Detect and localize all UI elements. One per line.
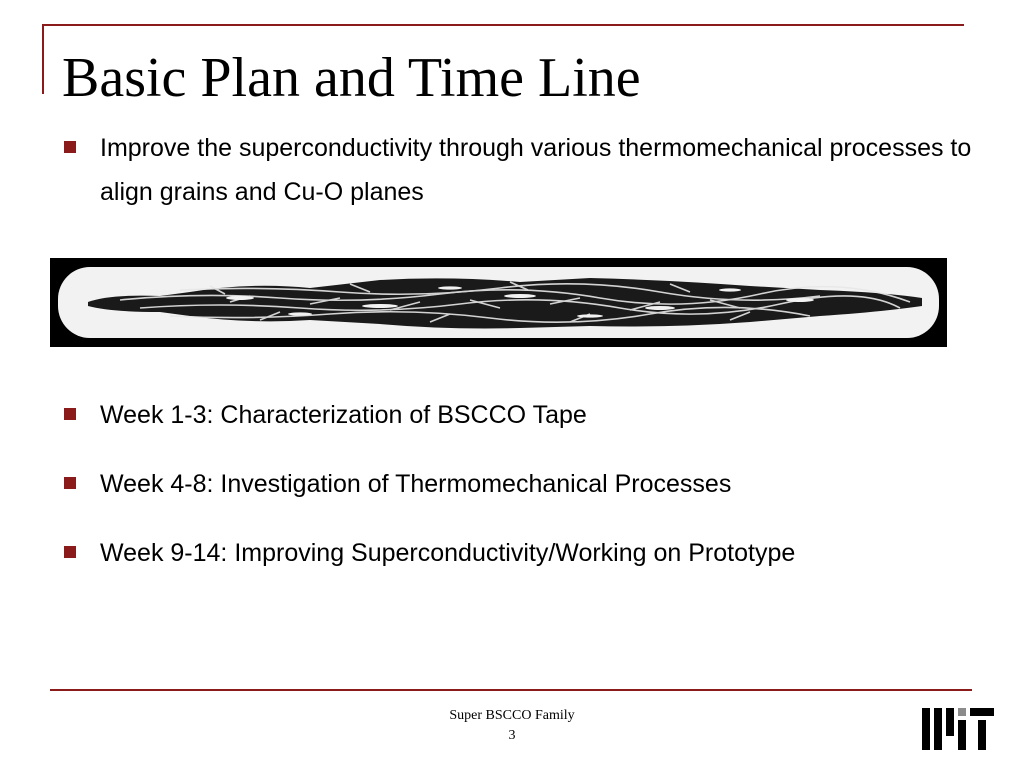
week-9-14-bullet-text: Week 9-14: Improving Superconductivity/Working on Prototype [100,539,796,567]
page-number: 3 [508,728,516,743]
intro-bullet-text: Improve the superconductivity through various thermomechanical processes to align grains and Cu-O planes [100,134,972,206]
bullet-square-icon [64,141,76,153]
tape-cross-section-image [50,258,947,347]
title-frame-left-rule [42,24,44,94]
week-4-8-bullet-text: Week 4-8: Investigation of Thermomechanical Processes [100,470,732,498]
slide-title: Basic Plan and Time Line [62,47,641,109]
title-frame-top-rule [42,24,964,26]
footer [412,706,612,746]
mit-logo-icon [922,708,994,750]
footer-rule [50,689,972,691]
footer-label: Super BSCCO Family [449,708,575,723]
bullet-square-icon [64,546,76,558]
bullet-square-icon [64,477,76,489]
bullet-square-icon [64,408,76,420]
bscco-tape-micrograph [50,258,947,347]
week-1-3-bullet-text: Week 1-3: Characterization of BSCCO Tape [100,401,587,429]
